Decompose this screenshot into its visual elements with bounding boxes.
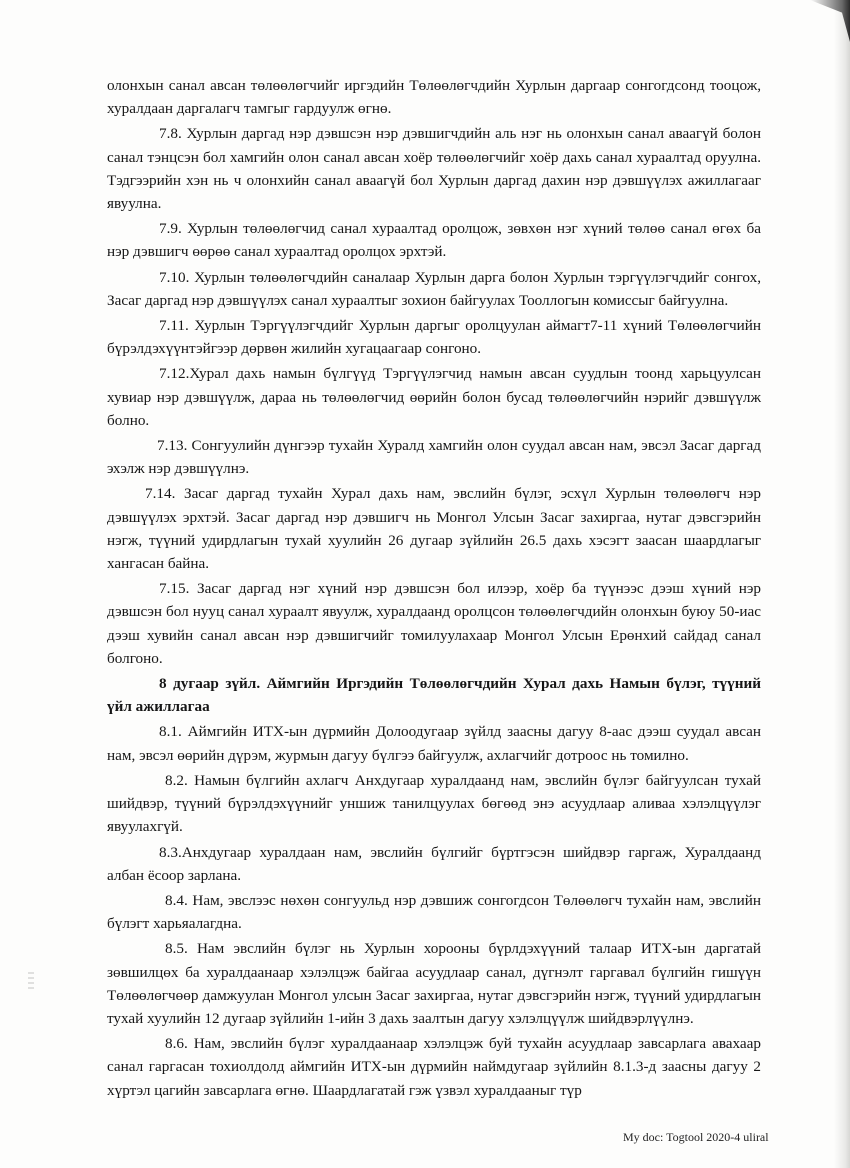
document-footer: My doc: Togtool 2020-4 uliral [623, 1130, 769, 1144]
section-8-heading: 8 дугаар зүйл. Аймгийн Иргэдийн Төлөөлөгчдийн Хурал дахь Намын бүлэг, түүний үйл ажиллагаа [107, 675, 761, 716]
paragraph-8-3: 8.3.Анхдугаар хуралдаан нам, эвслийн бүлгийг бүртгэсэн шийдвэр гаргаж, Хуралдаанд албан ёсоор зарлана. [107, 843, 761, 884]
paragraph-8-5: 8.5. Нам эвслийн бүлэг нь Хурлын хорооны бүрлдэхүүний талаар ИТХ-ын даргатай зөвшилцөх ба хуралдаанаар хэлэлцэж байгаа асуудлаар санал, дүгнэлт гаргавал бүлгийн гишүүн Төлөөлөгчөөр дамжуулан Монгол улсын Засаг захиргаа, нутаг дэвсгэрийн нэгж, түүний удирдлагын тухай хуулийн 12 дугаар зүйлийн 1-ийн 3 дахь заалтын дагуу хэлэлцүүлж шийдвэрлүүлнэ. [107, 940, 761, 1027]
paragraph-8-2: 8.2. Намын бүлгийн ахлагч Анхдугаар хуралдаанд нам, эвслийн бүлэг байгуулсан тухай шийдвэр, түүний бүрэлдэхүүнийг уншиж танилцуулах бөгөөд энэ асуудлаар аливаа хэлэлцүүлэг явуулахгүй. [107, 771, 761, 836]
paragraph-7-14: 7.14. Засаг даргад тухайн Хурал дахь нам, эвслийн бүлэг, эсхүл Хурлын төлөөлөгч нэр дэвшүүлэх эрхтэй. Засаг даргад нэр дэвшигч нь Монгол Улсын Засаг захиргаа, нутаг дэвсгэрийн нэгж, түүний удирдлагын тухай хуулийн 26 дугаар зүйлийн 26.5 дахь хэсэгт заасан шаардлагыг хангасан байна. [107, 485, 761, 573]
paragraph-7-11: 7.11. Хурлын Тэргүүлэгчдийг Хурлын даргыг оролцуулан аймагт7-11 хүний Төлөөлөгчийн бүрэлдэхүүнтэйгээр дөрвөн жилийн хугацаагаар сонгоно. [107, 317, 761, 358]
scan-speck [28, 972, 34, 990]
paragraph-7-13: 7.13. Сонгуулийн дүнгээр тухайн Хуралд хамгийн олон суудал авсан нам, эвсэл Засаг даргад эхэлж нэр дэвшүүлнэ. [107, 437, 761, 478]
paragraph-7-10: 7.10. Хурлын төлөөлөгчдийн саналаар Хурлын дарга болон Хурлын тэргүүлэгчдийг сонгох, Засаг даргад нэр дэвшүүлэх санал хураалтыг зохион байгуулах Тооллогын комиссыг байгуулна. [107, 268, 761, 309]
paragraph-7-15: 7.15. Засаг даргад нэг хүний нэр дэвшсэн бол илээр, хоёр ба түүнээс дээш хүний нэр дэвшсэн бол нууц санал хураалт явуулж, хуралдаанд оролцсон төлөөлөгчдийн олонхын буюу 50-иас дээш хувийн санал авсан нэр дэвшигчийг томилуулахаар Монгол Улсын Ерөнхий сайдад санал болгоно. [107, 580, 761, 667]
paragraph-7-9: 7.9. Хурлын төлөөлөгчид санал хураалтад оролцож, зөвхөн нэг хүний төлөө санал өгөх ба нэр дэвшигч өөрөө санал хураалтад оролцох эрхтэй. [107, 220, 761, 261]
paragraph-7-8: 7.8. Хурлын даргад нэр дэвшсэн нэр дэвшигчдийн аль нэг нь олонхын санал аваагүй болон санал тэнцсэн бол хамгийн олон санал авсан хоёр төлөөлөгчийг хоёр дахь санал хураалтад оруулна. Тэдгээрийн хэн нь ч олонхийн санал аваагүй бол Хурлын даргад дахин нэр дэвшүүлэх ажиллагааг явуулна. [107, 125, 761, 213]
paragraph-7-12: 7.12.Хурал дахь намын бүлгүүд Тэргүүлэгчид намын авсан суудлын тоонд харьцуулсан хувиар нэр дэвшүүлж, дараа нь төлөөлөгчид өөрийн болон бусад төлөөлөгчийн нэрийг дэвшүүлж болно. [107, 365, 761, 429]
paragraph-7-7-end: олонхын санал авсан төлөөлөгчийг иргэдийн Төлөөлөгчдийн Хурлын даргаар сонгогдсонд тооцож, хуралдаан даргалагч тамгыг гардуулж өгнө. [107, 77, 761, 118]
page-edge [834, 0, 850, 1168]
paragraph-8-1: 8.1. Аймгийн ИТХ-ын дүрмийн Долоодугаар зүйлд заасны дагуу 8-аас дээш суудал авсан нам, эвсэл өөрийн дүрэм, журмын дагуу бүлгээ байгуулж, ахлагчийг дотроос нь томилно. [107, 723, 761, 764]
document-body [107, 74, 761, 1102]
paragraph-8-4: 8.4. Нам, эвслээс нөхөн сонгуульд нэр дэвшиж сонгогдсон Төлөөлөгч тухайн нам, эвслийн бүлэгт харьяалагдна. [107, 891, 761, 933]
paragraph-8-6: 8.6. Нам, эвслийн бүлэг хуралдаанаар хэлэлцэж буй тухайн асуудлаар завсарлага авахаар санал гаргасан тохиолдолд аймгийн ИТХ-ын дүрмийн наймдугаар зүйлийн 8.1.3-д заасны дагуу 2 хүртэл цагийн завсарлага өгнө. Шаардлагатай гэж үзвэл хуралдааныг түр [107, 1035, 761, 1099]
